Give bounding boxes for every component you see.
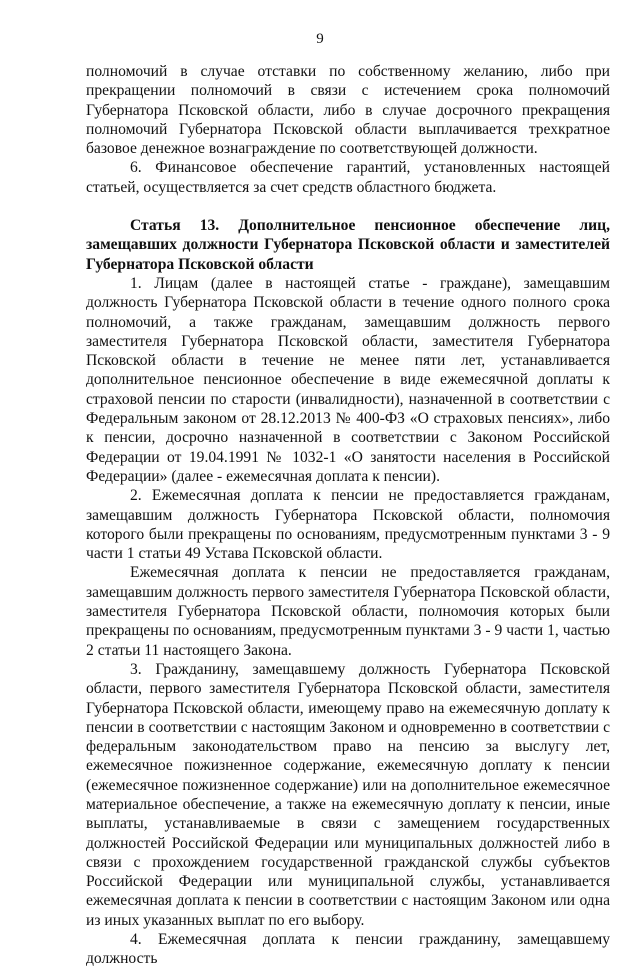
article-13-paragraph-2-continued: Ежемесячная доплата к пенсии не предоставляется гражданам, замещавшим должность первого заместителя Губернатора Псковской области, заместителя Губернатора Псковской области, полномочия которых были прекращены по основаниям, предусмотренным пунктами 3 - 9 части 1, частью 2 статьи 11 настоящего Закона.: [86, 564, 610, 659]
page-number: 9: [316, 31, 324, 47]
document-body: [86, 62, 610, 969]
paragraph-6: 6. Финансовое обеспечение гарантий, установленных настоящей статьей, осуществляется за счет средств областного бюджета.: [86, 159, 610, 196]
article-13-heading: Статья 13. Дополнительное пенсионное обеспечение лиц, замещавших должности Губернатора Псковской области и заместителей Губернатора Псковской области: [86, 217, 610, 273]
article-13-paragraph-4: 4. Ежемесячная доплата к пенсии гражданину, замещавшему должность: [86, 931, 610, 968]
paragraph-continued: полномочий в случае отставки по собственному желанию, либо при прекращении полномочий в связи с истечением срока полномочий Губернатора Псковской области, либо в случае досрочного прекращения полномочий Губернатора Псковской области выплачивается трехкратное базовое денежное вознаграждение по соответствующей должности.: [86, 63, 610, 158]
article-13-paragraph-2: 2. Ежемесячная доплата к пенсии не предоставляется гражданам, замещавшим должность Губернатора Псковской области, полномочия которого были прекращены по основаниям, предусмотренным пунктами 3 - 9 части 1 статьи 49 Устава Псковской области.: [86, 487, 610, 563]
article-13-paragraph-1: 1. Лицам (далее в настоящей статье - граждане), замещавшим должность Губернатора Псковской области в течение одного полного срока полномочий, а также гражданам, замещавшим должность первого заместителя Губернатора Псковской области, заместителя Губернатора Псковской области в течение не менее пяти лет, устанавливается дополнительное пенсионное обеспечение в виде ежемесячной доплаты к страховой пенсии по старости (инвалидности), назначенной в соответствии с Федеральным законом от 28.12.2013 № 400-ФЗ «О страховых пенсиях», либо к пенсии, досрочно назначенной в соответствии с Законом Российской Федерации от 19.04.1991 № 1032-1 «О занятости населения в Российской Федерации» (далее - ежемесячная доплата к пенсии).: [86, 274, 610, 485]
article-13-paragraph-3: 3. Гражданину, замещавшему должность Губернатора Псковской области, первого заместителя Губернатора Псковской области, заместителя Губернатора Псковской области, имеющему право на ежемесячную доплату к пенсии в соответствии с настоящим Законом и одновременно в соответствии с федеральным законодательством право на пенсию за выслугу лет, ежемесячное пожизненное содержание, ежемесячную доплату к пенсии (ежемесячное пожизненное содержание) или на дополнительное ежемесячное материальное обеспечение, а также на ежемесячную доплату к пенсии, иные выплаты, устанавливаемые в связи с замещением государственных должностей Российской Федерации или муниципальных должностей либо в связи с прохождением государственной гражданской службы субъектов Российской Федерации или муниципальной службы, устанавливается ежемесячная доплата к пенсии в соответствии с настоящим Законом или одна из иных указанных выплат по его выбору.: [86, 660, 610, 929]
